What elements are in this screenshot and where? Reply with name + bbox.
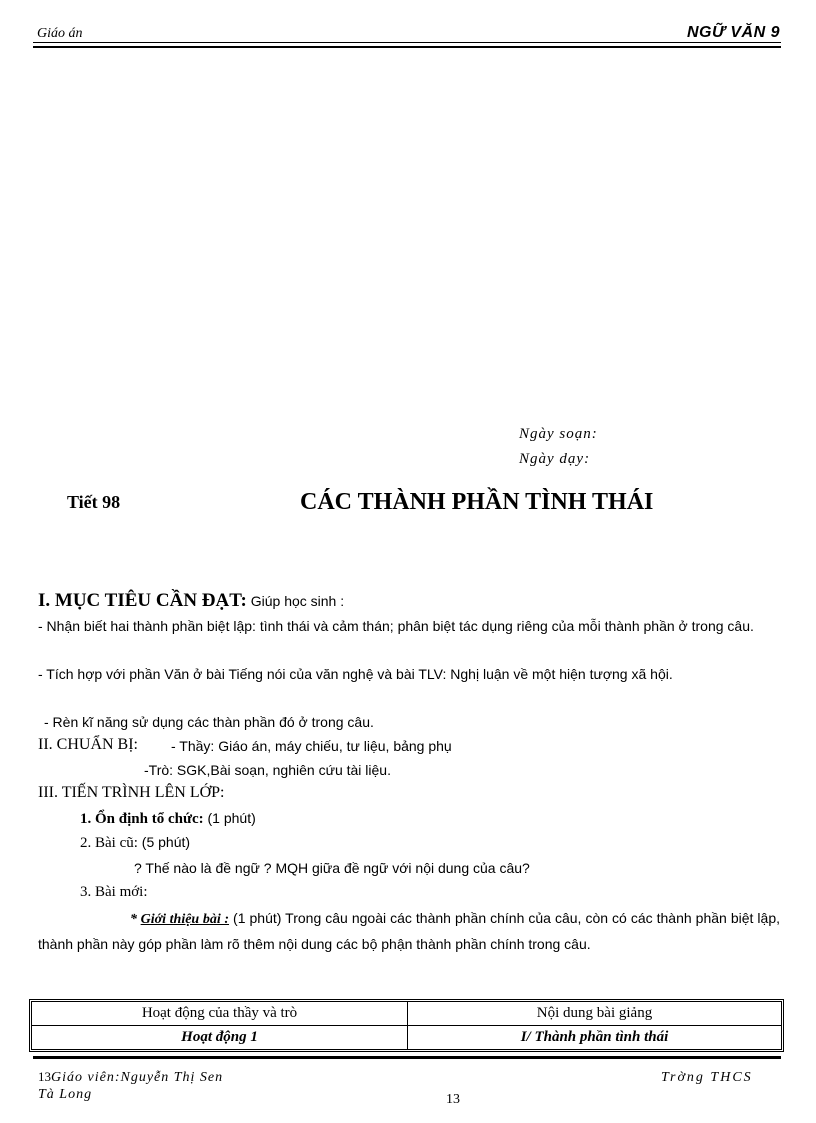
- header-cell-content: Nội dung bài giảng: [408, 1002, 782, 1026]
- header-left-label: Giáo án: [37, 26, 83, 41]
- step2-line: [80, 834, 190, 852]
- intro-text: (1 phút) Trong câu ngoài các thành phần chính của câu, còn có các thành phần biệt lập, thành phần này góp phần làm rõ thêm nội dung các bộ phận thành phần chính trong câu.: [38, 910, 780, 952]
- date-prepared: Ngày soạn:: [519, 426, 598, 442]
- page-number: 13: [446, 1092, 460, 1107]
- objectives-line: [38, 590, 344, 612]
- footer-teacher-line: [38, 1068, 223, 1086]
- lesson-introduction: [38, 906, 780, 956]
- footer-teacher: Giáo viên:Nguyễn Thị Sen: [51, 1070, 224, 1085]
- header-right-subject: NGỮ VĂN 9: [686, 24, 780, 41]
- intro-label: Giới thiệu bài :: [140, 912, 230, 927]
- footer-rule: [33, 1056, 781, 1059]
- header-rule-thick: [33, 46, 781, 48]
- preparation-teacher: - Thầy: Giáo án, máy chiếu, tư liệu, bảng phụ: [171, 738, 452, 754]
- header-cell-activities: Hoạt động của thầy và trò: [32, 1002, 408, 1026]
- objective-item: - Nhận biết hai thành phần biệt lập: tình thái và cảm thán; phân biệt tác dụng riêng của mỗi thành phần ở trong câu.: [38, 618, 754, 634]
- footer-school-line1: Trờng THCS: [661, 1070, 753, 1085]
- table-row: [32, 1026, 782, 1050]
- preparation-students: -Trò: SGK,Bài soạn, nghiên cứu tài liệu.: [144, 762, 391, 778]
- footer-school-line2: Tà Long: [38, 1087, 93, 1102]
- lesson-title: CÁC THÀNH PHẦN TÌNH THÁI: [300, 489, 654, 515]
- header-rule: [33, 42, 781, 43]
- preparation-heading: II. CHUẨN BỊ:: [38, 736, 138, 753]
- intro-bullet: *: [130, 912, 141, 927]
- objectives-heading: I. MỤC TIÊU CẦN ĐẠT:: [38, 590, 247, 611]
- lesson-number: Tiết 98: [67, 492, 121, 512]
- review-question: ? Thế nào là đề ngữ ? MQH giữa đề ngữ với nội dung của câu?: [134, 860, 530, 876]
- lesson-plan-table: [31, 1001, 782, 1050]
- cell-content-1: I/ Thành phần tình thái: [408, 1026, 782, 1050]
- step1-line: [80, 810, 256, 828]
- footer-page-prefix: 13: [38, 1069, 51, 1084]
- date-taught: Ngày dạy:: [519, 451, 591, 467]
- objective-item: - Tích hợp với phần Văn ở bài Tiếng nói của văn nghệ và bài TLV: Nghị luận về một hiện tượng xã hội.: [38, 666, 673, 682]
- step3-label: 3. Bài mới:: [80, 884, 148, 900]
- step2-time: (5 phút): [137, 834, 191, 850]
- step1-label: 1. Ổn định tổ chức:: [80, 811, 204, 827]
- objectives-intro: Giúp học sinh :: [246, 593, 345, 609]
- step2-label: 2. Bài cũ:: [80, 835, 138, 851]
- objective-item: - Rèn kĩ năng sử dụng các thàn phần đó ở trong câu.: [44, 714, 374, 730]
- table-header-row: [32, 1002, 782, 1026]
- cell-activity-1: Hoạt động 1: [32, 1026, 408, 1050]
- preparation-line: [38, 736, 138, 754]
- step1-time: (1 phút): [203, 810, 256, 826]
- procedure-heading: III. TIẾN TRÌNH LÊN LỚP:: [38, 784, 225, 801]
